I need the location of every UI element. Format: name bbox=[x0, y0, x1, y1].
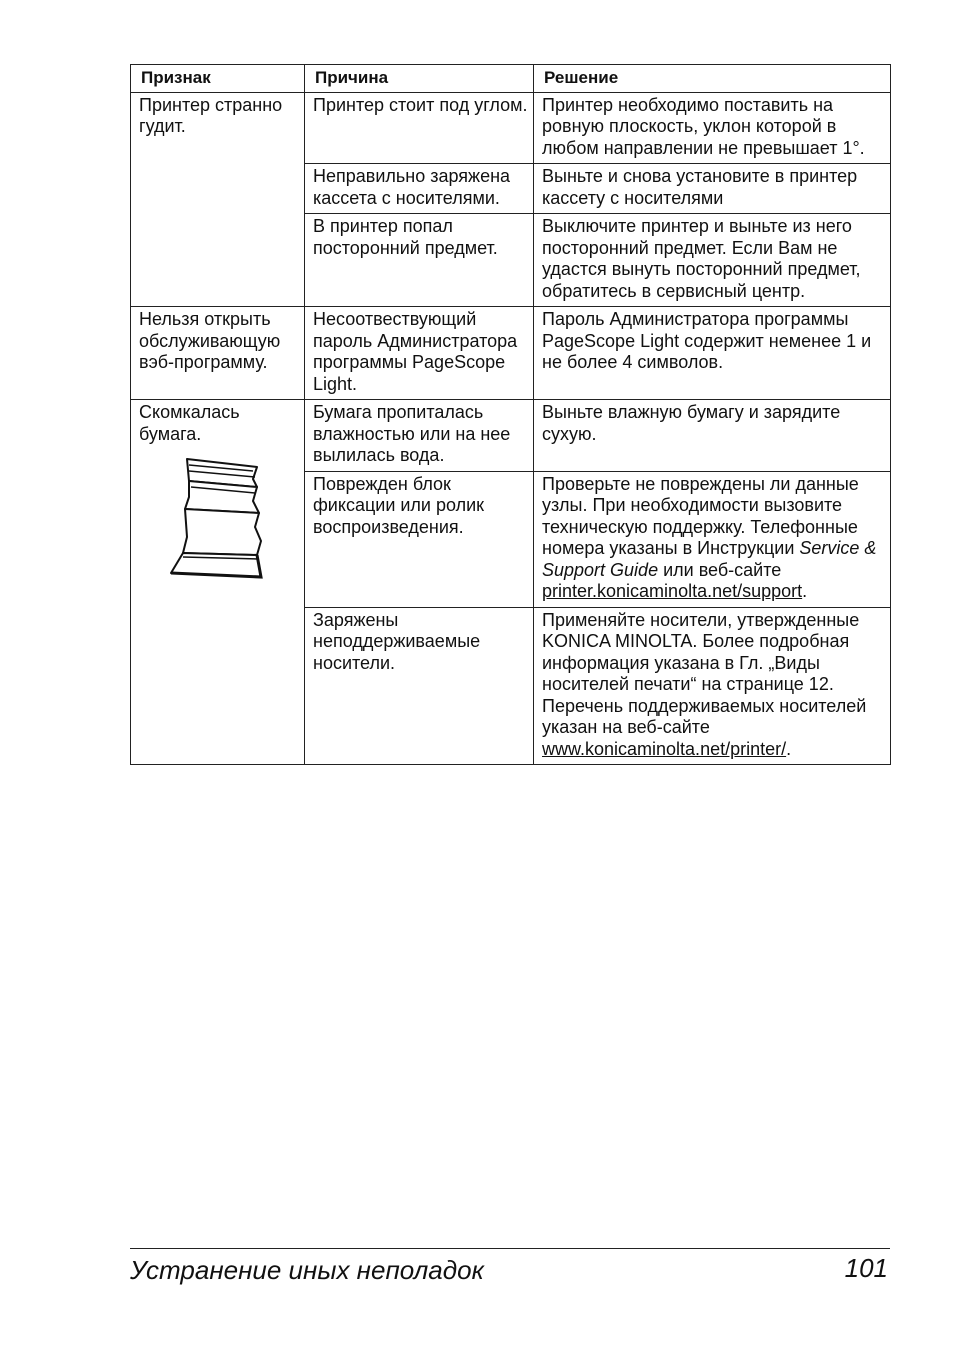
solution-cell: Выньте влажную бумагу и зарядите сухую. bbox=[534, 400, 891, 472]
solution-cell: Пароль Администратора программы PageScope Light содержит неменее 1 и не более 4 символов. bbox=[534, 307, 891, 400]
support-link[interactable]: printer.konicaminolta.net/support bbox=[542, 581, 803, 601]
table-row bbox=[131, 400, 891, 472]
solution-cell bbox=[534, 607, 891, 765]
table-row bbox=[131, 307, 891, 400]
symptom-cell: Принтер странно гудит. bbox=[131, 92, 305, 307]
solution-text: . bbox=[802, 581, 808, 601]
guide-title: Service & Support Guide bbox=[542, 538, 877, 580]
cause-cell: В принтер попал посторонний предмет. bbox=[305, 214, 534, 307]
symptom-cell bbox=[131, 400, 305, 765]
solution-text: или веб-сайте bbox=[658, 559, 782, 580]
table-row bbox=[131, 92, 891, 164]
solution-text: . bbox=[786, 738, 792, 759]
page-number: 101 bbox=[844, 1253, 888, 1283]
page-footer bbox=[130, 1248, 890, 1285]
cause-cell: Принтер стоит под углом. bbox=[305, 92, 534, 164]
solution-text: Проверьте не повреждены ли данные узлы. При необходимости вызовите техническую поддержку. Телефонные номера указаны в Инструкции bbox=[542, 473, 859, 558]
cause-cell: Несоотвествующий пароль Администратора программы PageScope Light. bbox=[305, 307, 534, 400]
footer-title: Устранение иных неполадок bbox=[130, 1255, 484, 1285]
cause-cell: Бумага пропиталась влажностью или на нее вылилась вода. bbox=[305, 400, 534, 472]
header-solution: Решение bbox=[534, 65, 891, 93]
printer-link[interactable]: www.konicaminolta.net/printer/ bbox=[542, 738, 787, 759]
cause-cell: Поврежден блок фиксации или ролик воспроизведения. bbox=[305, 471, 534, 607]
solution-text: Применяйте носители, утвержденные KONICA MINOLTA. Более подробная информация указана в Гл. „Виды носителей печати“ на странице 12. Перечень поддерживаемых носителей указан на веб-сайте bbox=[542, 609, 867, 737]
symptom-cell: Нельзя открыть обслуживающую вэб-программу. bbox=[131, 307, 305, 400]
solution-cell: Выключите принтер и выньте из него посторонний предмет. Если Вам не удастся вынуть посторонний предмет, обратитесь в сервисный центр. bbox=[534, 214, 891, 307]
header-symptom: Признак bbox=[131, 65, 305, 93]
cause-cell: Неправильно заряжена кассета с носителями. bbox=[305, 164, 534, 214]
symptom-text: Скомкалась бумага. bbox=[139, 402, 240, 444]
crumpled-paper-icon bbox=[169, 457, 265, 581]
header-cause: Причина bbox=[305, 65, 534, 93]
table-header-row bbox=[131, 65, 891, 93]
solution-cell: Принтер необходимо поставить на ровную плоскость, уклон которой в любом направлении не превышает 1°. bbox=[534, 92, 891, 164]
solution-cell: Выньте и снова установите в принтер кассету с носителями bbox=[534, 164, 891, 214]
cause-cell: Заряжены неподдерживаемые носители. bbox=[305, 607, 534, 765]
solution-cell bbox=[534, 471, 891, 607]
troubleshooting-table bbox=[130, 64, 891, 765]
